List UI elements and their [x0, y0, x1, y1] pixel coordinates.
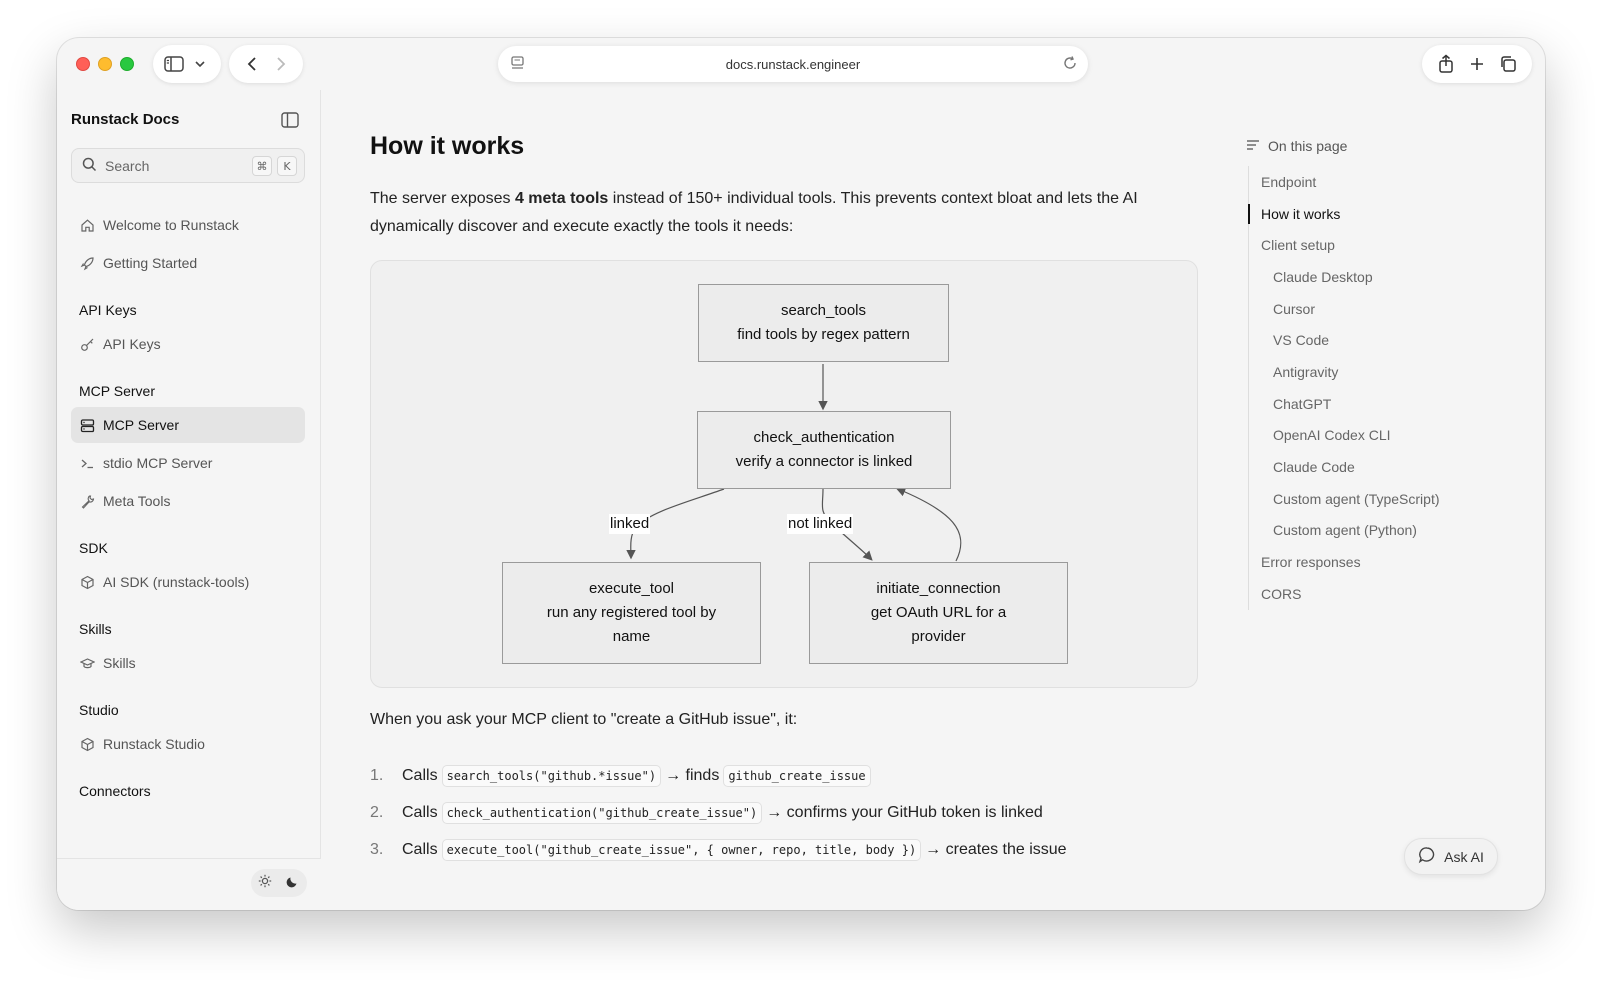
- chat-bubble-icon: [1418, 846, 1436, 867]
- back-arrow-icon[interactable]: [241, 53, 263, 75]
- step-number: 1.: [370, 767, 384, 784]
- sidebar-item-label: MCP Server: [103, 417, 179, 433]
- step-result: → confirms your GitHub token is linked: [766, 804, 1043, 821]
- terminal-icon: [79, 455, 95, 471]
- graduation-cap-icon: [79, 655, 95, 671]
- node-search-tools: [698, 284, 949, 362]
- list-item: [370, 832, 1220, 868]
- edge-label-not-linked: not linked: [788, 515, 853, 532]
- search-placeholder: Search: [105, 157, 150, 174]
- list-item: [370, 758, 1220, 794]
- toc-link-vs-code[interactable]: VS Code: [1273, 332, 1330, 349]
- package-icon: [79, 736, 95, 752]
- home-icon: [79, 217, 95, 233]
- toc-link-how-it-works[interactable]: How it works: [1249, 198, 1508, 230]
- sidebar-footer: [57, 858, 321, 910]
- sidebar-item-skills[interactable]: [71, 645, 305, 681]
- node-initiate-connection-title: initiate_connection: [876, 580, 1001, 597]
- intro-text-end: instead of 150+ individual tools. This prevents context bloat and lets the AI dynamically discover and execute exactly the tools it needs:: [370, 190, 1138, 235]
- edge-initiate-to-check: [898, 489, 961, 561]
- step-calls: Calls: [402, 804, 438, 821]
- sidebar-item-label: Meta Tools: [103, 493, 171, 509]
- url-text: docs.runstack.engineer: [725, 56, 861, 72]
- nav-section-heading: Connectors: [79, 783, 151, 799]
- intro-text-start: The server exposes: [370, 190, 515, 207]
- list-item: [370, 795, 1220, 831]
- intro-bold: 4 meta tools: [514, 190, 609, 207]
- toc-link-chatgpt[interactable]: ChatGPT: [1273, 395, 1332, 412]
- sidebar-item-runstack-studio[interactable]: [71, 726, 305, 762]
- shortcut-cmd-key: ⌘: [252, 156, 272, 176]
- step-code-result: github_create_issue: [723, 765, 870, 787]
- sidebar-toggle-icon[interactable]: [163, 53, 185, 75]
- step-number: 2.: [370, 804, 384, 821]
- sidebar-item-label: Runstack Studio: [103, 736, 205, 752]
- node-initiate-connection-desc-2: provider: [911, 628, 966, 645]
- sidebar-item-label: API Keys: [103, 336, 161, 352]
- step-result: → creates the issue: [925, 841, 1067, 858]
- docs-sidebar: [57, 90, 321, 910]
- edge-label-linked: linked: [610, 515, 650, 532]
- shortcut-k-key: K: [277, 156, 297, 176]
- node-search-tools-desc: find tools by regex pattern: [737, 326, 910, 343]
- chevron-down-icon[interactable]: [189, 53, 211, 75]
- toc-link-cursor[interactable]: Cursor: [1273, 300, 1316, 317]
- node-execute-tool-desc-1: run any registered tool by: [546, 604, 717, 621]
- nav-section-heading: MCP Server: [79, 383, 155, 399]
- toc-list: [1248, 166, 1508, 610]
- package-icon: [79, 574, 95, 590]
- sidebar-item-stdio-mcp-server[interactable]: [71, 445, 305, 481]
- sidebar-item-getting-started[interactable]: [71, 245, 305, 281]
- sidebar-toggle-group: [153, 45, 221, 83]
- flow-diagram: [370, 260, 1198, 688]
- step-code: execute_tool("github_create_issue", { owner, repo, title, body }): [442, 839, 922, 861]
- toc-link-antigravity[interactable]: Antigravity: [1273, 363, 1339, 380]
- list-icon: [1246, 138, 1260, 154]
- node-check-authentication-desc: verify a connector is linked: [735, 453, 913, 470]
- minimize-window-button[interactable]: [98, 57, 112, 71]
- new-tab-plus-icon[interactable]: [1466, 53, 1488, 75]
- search-icon: [82, 157, 97, 175]
- browser-window: [57, 38, 1545, 910]
- steps-list: [370, 758, 1220, 869]
- reload-icon[interactable]: [1062, 55, 1078, 74]
- step-code: check_authentication("github_create_issue"): [442, 802, 763, 824]
- toc-link-cors[interactable]: CORS: [1261, 585, 1302, 602]
- rocket-icon: [79, 255, 95, 271]
- toc-link-custom-agent-python[interactable]: Custom agent (Python): [1273, 522, 1417, 539]
- nav-section-heading: Studio: [79, 702, 119, 718]
- ask-ai-button[interactable]: [1404, 838, 1498, 875]
- nav-section-heading: Skills: [79, 621, 112, 637]
- sidebar-item-label: Skills: [103, 655, 136, 671]
- toc-link-custom-agent-typescript[interactable]: Custom agent (TypeScript): [1273, 490, 1440, 507]
- sidebar-item-label: AI SDK (runstack-tools): [103, 574, 250, 590]
- search-input[interactable]: [71, 148, 305, 183]
- intro-paragraph: [370, 185, 1200, 241]
- toc-heading: [1246, 138, 1347, 154]
- node-initiate-connection: [809, 562, 1068, 664]
- ask-ai-label: Ask AI: [1444, 848, 1484, 865]
- nav-section-heading: SDK: [79, 540, 108, 556]
- sidebar-item-api-keys[interactable]: [71, 326, 305, 362]
- browser-actions-group: [1422, 45, 1532, 83]
- node-execute-tool: [502, 562, 761, 664]
- sidebar-item-label: Getting Started: [103, 255, 198, 271]
- tab-overview-icon[interactable]: [1497, 53, 1519, 75]
- step-calls: Calls: [402, 841, 438, 858]
- sidebar-item-meta-tools[interactable]: [71, 483, 305, 519]
- docs-title: Runstack Docs: [71, 111, 180, 128]
- close-window-button[interactable]: [76, 57, 90, 71]
- sidebar-nav: [71, 207, 305, 807]
- sun-icon[interactable]: [258, 874, 272, 893]
- collapse-sidebar-icon[interactable]: [281, 112, 299, 133]
- sidebar-item-welcome-to-runstack[interactable]: [71, 207, 305, 243]
- sidebar-item-mcp-server[interactable]: [71, 407, 305, 443]
- address-bar[interactable]: [498, 46, 1088, 82]
- key-icon: [79, 336, 95, 352]
- example-intro: When you ask your MCP client to "create a GitHub issue", it:: [370, 711, 798, 728]
- moon-icon[interactable]: [286, 874, 300, 893]
- node-initiate-connection-desc-1: get OAuth URL for a: [870, 604, 1007, 621]
- toc-link-error-responses[interactable]: Error responses: [1261, 554, 1361, 571]
- toc-heading-text: On this page: [1268, 138, 1348, 154]
- step-number: 3.: [370, 841, 384, 858]
- theme-toggle[interactable]: [251, 869, 307, 897]
- main-content: [322, 90, 1232, 910]
- zoom-window-button[interactable]: [120, 57, 134, 71]
- toc-link-endpoint[interactable]: Endpoint: [1261, 173, 1317, 190]
- forward-arrow-icon[interactable]: [270, 53, 292, 75]
- toc-link-client-setup[interactable]: Client setup: [1261, 237, 1335, 254]
- node-execute-tool-desc-2: name: [612, 628, 651, 645]
- page-heading: How it works: [370, 132, 525, 160]
- nav-section-heading: API Keys: [79, 302, 137, 318]
- page-settings-icon[interactable]: [510, 55, 526, 74]
- share-icon[interactable]: [1435, 53, 1457, 75]
- step-code: search_tools("github.*issue"): [442, 765, 662, 787]
- titlebar: [57, 38, 1545, 90]
- wrench-icon: [79, 493, 95, 509]
- node-search-tools-title: search_tools: [780, 302, 867, 319]
- sidebar-item-label: Welcome to Runstack: [103, 217, 239, 233]
- step-result: → finds: [665, 767, 720, 784]
- history-nav-group: [229, 45, 303, 83]
- toc-link-claude-code[interactable]: Claude Code: [1273, 459, 1355, 476]
- node-check-authentication-title: check_authentication: [753, 429, 895, 446]
- toc-link-claude-desktop[interactable]: Claude Desktop: [1273, 268, 1373, 285]
- sidebar-item-label: stdio MCP Server: [103, 455, 213, 471]
- node-check-authentication: [697, 411, 951, 489]
- step-calls: Calls: [402, 767, 438, 784]
- server-icon: [79, 417, 95, 433]
- toc-link-openai-codex-cli[interactable]: OpenAI Codex CLI: [1273, 427, 1391, 444]
- node-execute-tool-title: execute_tool: [588, 580, 675, 597]
- sidebar-item-ai-sdk-runstack-tools[interactable]: [71, 564, 305, 600]
